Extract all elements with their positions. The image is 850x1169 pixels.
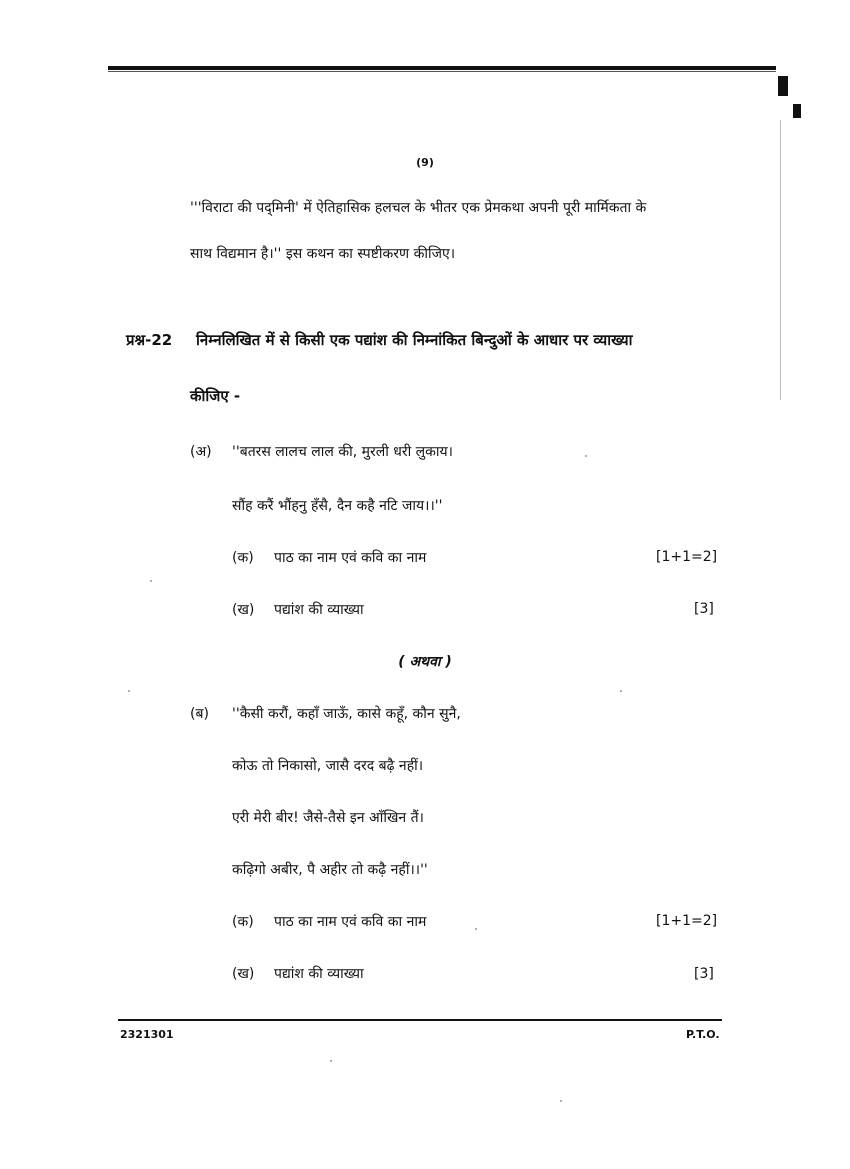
option-a-part-label: (क) bbox=[232, 550, 254, 566]
option-b-part-label: (ख) bbox=[232, 966, 255, 982]
option-a-part-text: पद्यांश की व्याख्या bbox=[274, 602, 364, 618]
scan-speck bbox=[330, 1060, 332, 1062]
question-text-line-2: कीजिए - bbox=[190, 387, 241, 405]
bottom-rule bbox=[118, 1019, 722, 1021]
pto-label: P.T.O. bbox=[686, 1028, 720, 1041]
option-b-part-label: (क) bbox=[232, 914, 254, 930]
option-a-verse-line: ''बतरस लालच लाल की, मुरली धरी लुकाय। bbox=[232, 444, 453, 460]
option-a-verse-line: सौंह करैं भौंहनु हँसै, दैन कहै नटि जाय।।'' bbox=[232, 498, 443, 514]
option-a-part-text: पाठ का नाम एवं कवि का नाम bbox=[274, 550, 427, 566]
top-rule bbox=[108, 66, 776, 70]
option-b-verse-line: एरी मेरी बीर! जैसे-तैसे इन आँखिन तैं। bbox=[232, 810, 424, 826]
scan-speck bbox=[560, 1100, 562, 1102]
marks-badge: [3] bbox=[694, 966, 714, 982]
scan-speck bbox=[128, 690, 130, 692]
marks-badge: [3] bbox=[694, 601, 714, 617]
scan-speck bbox=[585, 455, 587, 457]
scan-speck bbox=[620, 690, 622, 692]
page-number: (9) bbox=[416, 156, 434, 169]
intro-line-2: साथ विद्यमान है।'' इस कथन का स्पष्टीकरण कीजिए। bbox=[190, 246, 456, 262]
intro-line-1: '''विराटा की पद्‌मिनी' में ऐतिहासिक हलचल के भीतर एक प्रेमकथा अपनी पूरी मार्मिकता के bbox=[190, 200, 647, 216]
paper-code: 2321301 bbox=[120, 1028, 174, 1041]
option-a-label: (अ) bbox=[190, 444, 212, 460]
option-b-verse-line: ''कैसी करौं, कहाँ जाऊँ, कासे कहूँ, कौन सुनै, bbox=[232, 706, 461, 722]
option-b-part-text: पद्यांश की व्याख्या bbox=[274, 966, 364, 982]
option-b-label: (ब) bbox=[190, 706, 209, 722]
option-b-verse-line: कढ़िगो अबीर, पै अहीर तो कढ़ै नहीं।।'' bbox=[232, 862, 428, 878]
question-label: प्रश्न-22 bbox=[126, 331, 173, 349]
top-rule-shadow bbox=[108, 71, 776, 72]
question-text-line-1: निम्नलिखित में से किसी एक पद्यांश की निम्नांकित बिन्दुओं के आधार पर व्याख्या bbox=[196, 331, 633, 349]
option-b-verse-line: कोऊ तो निकासो, जासै दरद बढ़ै नहीं। bbox=[232, 758, 424, 774]
scan-speck bbox=[475, 928, 477, 930]
or-separator: ( अथवा ) bbox=[398, 654, 452, 670]
scan-edge-mark bbox=[793, 104, 801, 118]
scan-speck bbox=[150, 580, 152, 582]
option-b-part-text: पाठ का नाम एवं कवि का नाम bbox=[274, 914, 427, 930]
scan-edge-mark bbox=[778, 76, 788, 96]
option-a-part-label: (ख) bbox=[232, 602, 255, 618]
marks-badge: [1+1=2] bbox=[656, 549, 718, 565]
marks-badge: [1+1=2] bbox=[656, 913, 718, 929]
